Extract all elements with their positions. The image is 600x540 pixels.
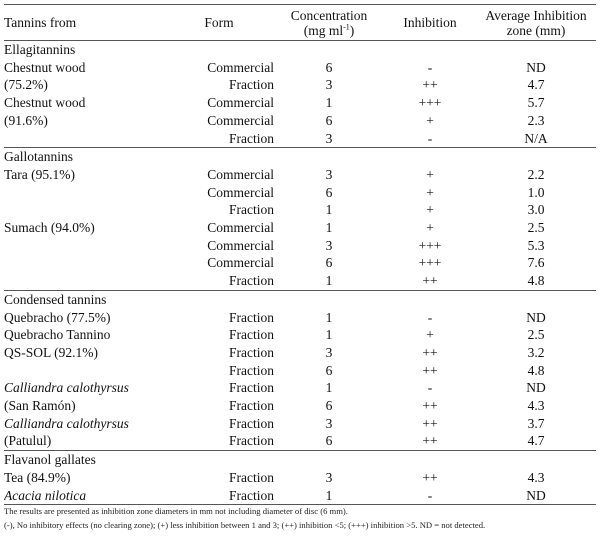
inhibition-cell: +++ — [418, 255, 442, 271]
header-zone-line2: zone (mm) — [506, 22, 566, 38]
zone-cell: 2.3 — [527, 112, 545, 128]
form-cell: Commercial — [207, 95, 274, 111]
concentration-cell: 3 — [325, 130, 333, 146]
source-cell — [4, 237, 164, 255]
zone-cell: ND — [526, 309, 546, 325]
form-cell: Commercial — [207, 112, 274, 128]
table-body — [4, 41, 596, 505]
inhibition-cell: - — [427, 130, 433, 146]
group-heading: Flavanol gallates — [4, 451, 596, 469]
concentration-cell: 3 — [325, 166, 333, 182]
table-row — [4, 432, 596, 450]
table-row — [4, 237, 596, 255]
source-cell: QS-SOL (92.1%) — [4, 344, 98, 360]
form-cell: Commercial — [207, 184, 274, 200]
table-row — [4, 362, 596, 380]
source-cell: Chestnut wood — [4, 59, 86, 75]
concentration-cell: 3 — [325, 344, 333, 360]
form-cell: Commercial — [207, 59, 274, 75]
table-row — [4, 130, 596, 148]
zone-cell: 5.7 — [527, 95, 545, 111]
table-row — [4, 94, 596, 112]
header-concentration-sup: -1 — [343, 22, 350, 31]
form-cell: Fraction — [229, 130, 274, 146]
zone-cell: 4.8 — [527, 362, 545, 378]
concentration-cell: 6 — [325, 433, 333, 449]
zone-cell: 4.8 — [527, 273, 545, 289]
source-cell: Quebracho Tannino — [4, 327, 111, 343]
form-cell: Commercial — [207, 255, 274, 271]
zone-cell: 3.0 — [527, 202, 545, 218]
inhibition-cell: ++ — [422, 77, 438, 93]
zone-cell: 7.6 — [527, 255, 545, 271]
source-cell — [4, 184, 164, 202]
table-row — [4, 309, 596, 327]
form-cell: Fraction — [229, 469, 274, 485]
concentration-cell: 3 — [325, 77, 333, 93]
concentration-cell: 6 — [325, 112, 333, 128]
header-tannins-from: Tannins from — [4, 5, 164, 41]
table-row — [4, 184, 596, 202]
zone-cell: 5.3 — [527, 237, 545, 253]
source-cell: Acacia nilotica — [4, 487, 164, 505]
source-cell — [4, 201, 164, 219]
form-cell: Fraction — [229, 398, 274, 414]
form-cell: Commercial — [207, 166, 274, 182]
zone-cell: 1.0 — [527, 184, 545, 200]
zone-cell: ND — [526, 380, 546, 396]
table-row — [4, 219, 596, 237]
inhibition-cell: - — [427, 309, 433, 325]
source-cell: Sumach (94.0%) — [4, 220, 95, 236]
footnote-legend: (-), No inhibitory effects (no clearing zone); (+) less inhibition between 1 and 3; (++) inhibition <5; (+++) inhibition >5. ND = not detected. — [4, 520, 486, 530]
form-cell: Fraction — [229, 380, 274, 396]
zone-cell: 4.3 — [527, 469, 545, 485]
inhibition-cell: ++ — [422, 469, 438, 485]
concentration-cell: 6 — [325, 184, 333, 200]
inhibition-cell: + — [426, 327, 434, 343]
table-row — [4, 201, 596, 219]
source-cell: Quebracho (77.5%) — [4, 309, 111, 325]
concentration-cell: 6 — [325, 398, 333, 414]
zone-cell: 2.5 — [527, 220, 545, 236]
inhibition-cell: +++ — [418, 237, 442, 253]
footnote-results: The results are presented as inhibition zone diameters in mm not including diameter of disc (6 mm). — [4, 506, 348, 516]
concentration-cell: 1 — [325, 273, 333, 289]
concentration-cell: 1 — [325, 309, 333, 325]
table-row — [4, 344, 596, 362]
form-cell: Fraction — [229, 309, 274, 325]
header-row — [4, 5, 596, 41]
header-inhibition: Inhibition — [384, 5, 476, 41]
form-cell: Fraction — [229, 77, 274, 93]
group-heading: Ellagitannins — [4, 42, 76, 57]
inhibition-cell: + — [426, 202, 434, 218]
concentration-cell: 1 — [325, 95, 333, 111]
source-cell: (91.6%) — [4, 112, 48, 128]
source-cell: Calliandra calothyrsus — [4, 415, 129, 431]
zone-cell: 3.2 — [527, 344, 545, 360]
concentration-cell: 3 — [325, 237, 333, 253]
table-row — [4, 166, 596, 184]
zone-cell: ND — [526, 59, 546, 75]
form-cell: Fraction — [229, 202, 274, 218]
table-row — [4, 415, 596, 433]
inhibition-cell: ++ — [422, 362, 438, 378]
header-concentration — [274, 5, 384, 41]
header-average-zone — [476, 5, 596, 41]
source-cell — [4, 272, 164, 290]
form-cell: Fraction — [229, 433, 274, 449]
inhibition-cell: ++ — [422, 344, 438, 360]
form-cell: Fraction — [229, 327, 274, 343]
table-row — [4, 76, 596, 94]
inhibition-cell: - — [427, 59, 433, 75]
header-zone-line1: Average Inhibition — [485, 7, 587, 23]
group-row — [4, 290, 596, 308]
source-cell: Tara (95.1%) — [4, 166, 76, 182]
source-cell: Calliandra calothyrsus — [4, 380, 129, 396]
concentration-cell: 1 — [325, 220, 333, 236]
zone-cell: ND — [476, 487, 596, 505]
header-form: Form — [164, 5, 274, 41]
group-row — [4, 451, 596, 469]
concentration-cell: 6 — [325, 362, 333, 378]
inhibition-cell: - — [427, 380, 433, 396]
concentration-cell: 3 — [325, 415, 333, 431]
form-cell: Commercial — [207, 237, 274, 253]
tannin-inhibition-table — [4, 4, 596, 505]
zone-cell: 4.7 — [527, 433, 545, 449]
inhibition-cell: + — [426, 184, 434, 200]
source-cell: Tea (84.9%) — [4, 469, 71, 485]
concentration-cell: 6 — [325, 255, 333, 271]
inhibition-cell: + — [426, 220, 434, 236]
table-row — [4, 254, 596, 272]
source-cell: (Patulul) — [4, 433, 52, 449]
zone-cell: 3.7 — [527, 415, 545, 431]
table-row — [4, 112, 596, 130]
group-row — [4, 148, 596, 166]
zone-cell: 2.2 — [527, 166, 545, 182]
group-heading: Gallotannins — [4, 148, 596, 166]
source-cell — [4, 130, 164, 148]
inhibition-cell: + — [426, 166, 434, 182]
concentration-cell: 1 — [325, 327, 333, 343]
zone-cell: N/A — [524, 130, 548, 146]
source-cell: (75.2%) — [4, 77, 48, 93]
form-cell: Fraction — [229, 273, 274, 289]
inhibition-cell: +++ — [418, 95, 442, 111]
header-concentration-line1: Concentration — [290, 7, 368, 23]
source-cell — [4, 362, 164, 380]
table-row — [4, 326, 596, 344]
header-concentration-close: ) — [349, 22, 355, 38]
header-concentration-unit: (mg ml — [303, 22, 344, 38]
source-cell: (San Ramón) — [4, 398, 76, 414]
form-cell: Fraction — [229, 415, 274, 431]
zone-cell: 2.5 — [527, 327, 545, 343]
inhibition-cell: ++ — [422, 398, 438, 414]
inhibition-cell: ++ — [422, 273, 438, 289]
zone-cell: 4.3 — [527, 398, 545, 414]
form-cell: Fraction — [229, 344, 274, 360]
inhibition-cell: - — [384, 487, 476, 505]
table-row — [4, 469, 596, 487]
form-cell: Fraction — [164, 487, 274, 505]
concentration-cell: 1 — [325, 202, 333, 218]
concentration-cell: 3 — [325, 469, 333, 485]
form-cell: Commercial — [207, 220, 274, 236]
concentration-cell: 6 — [325, 59, 333, 75]
source-cell — [4, 254, 164, 272]
table-row — [4, 379, 596, 397]
concentration-cell: 1 — [325, 380, 333, 396]
table-row — [4, 487, 596, 505]
table-row — [4, 397, 596, 415]
form-cell: Fraction — [229, 362, 274, 378]
inhibition-cell: ++ — [422, 433, 438, 449]
group-row — [4, 41, 596, 59]
source-cell: Chestnut wood — [4, 95, 86, 111]
inhibition-cell: ++ — [422, 415, 438, 431]
inhibition-cell: + — [426, 112, 434, 128]
group-heading: Condensed tannins — [4, 290, 596, 308]
concentration-cell: 1 — [274, 487, 384, 505]
zone-cell: 4.7 — [527, 77, 545, 93]
table-row — [4, 59, 596, 77]
table-row — [4, 272, 596, 290]
